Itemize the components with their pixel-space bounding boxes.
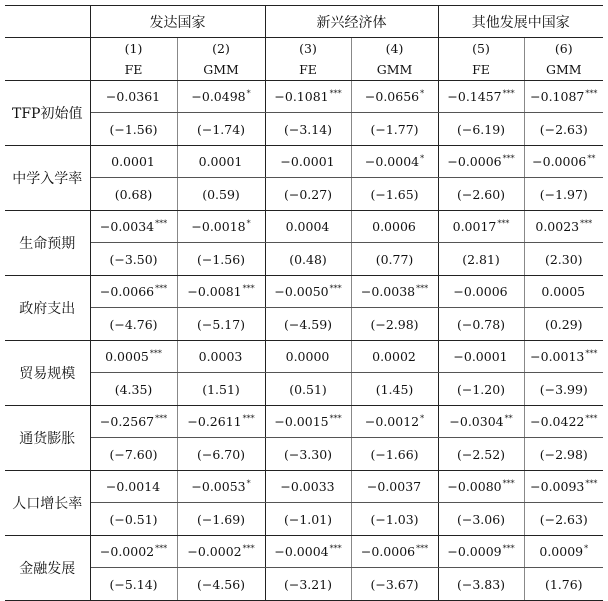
significance-stars: *** xyxy=(585,349,598,358)
coefficient-value: −0.0004 xyxy=(364,154,420,169)
significance-stars: * xyxy=(246,479,251,488)
coefficient-cell xyxy=(524,146,603,178)
t-statistic-cell: (−0.27) xyxy=(265,178,351,211)
corner-cell xyxy=(5,6,90,38)
model-type-row xyxy=(5,59,603,81)
t-statistic-row xyxy=(5,308,603,341)
coefficient-value: 0.0009 xyxy=(539,544,584,559)
coefficient-value: −0.0006 xyxy=(532,154,587,169)
model-number: (6) xyxy=(554,41,573,56)
t-statistic-cell: (−1.69) xyxy=(177,503,265,536)
significance-stars: * xyxy=(246,219,251,228)
coefficient-value: −0.0093 xyxy=(530,479,585,494)
variable-label: 贸易规模 xyxy=(5,341,90,406)
coefficient-value: −0.1081 xyxy=(274,89,329,104)
variable-label: 政府支出 xyxy=(5,276,90,341)
coefficient-cell xyxy=(90,341,177,373)
coefficient-value: −0.2611 xyxy=(187,414,242,429)
significance-stars: *** xyxy=(242,544,255,553)
t-statistic-cell: (1.76) xyxy=(524,568,603,601)
coefficient-value: 0.0005 xyxy=(105,349,149,364)
t-statistic-cell: (2.30) xyxy=(524,243,603,276)
t-statistic-cell: (0.59) xyxy=(177,178,265,211)
coefficient-cell xyxy=(351,276,438,308)
coefficient-value: −0.0009 xyxy=(447,544,502,559)
coefficient-value: −0.1457 xyxy=(447,89,502,104)
coefficient-cell xyxy=(524,536,603,568)
t-statistic-cell: (−3.67) xyxy=(351,568,438,601)
coefficient-cell xyxy=(177,341,265,373)
significance-stars: ** xyxy=(587,154,596,163)
t-statistic-cell: (−1.97) xyxy=(524,178,603,211)
table-body xyxy=(5,6,603,601)
t-statistic-cell: (−3.06) xyxy=(438,503,524,536)
t-statistic-cell: (−2.63) xyxy=(524,503,603,536)
t-statistic-cell: (−7.60) xyxy=(90,438,177,471)
coefficient-value: −0.0012 xyxy=(364,414,420,429)
coefficient-cell xyxy=(351,471,438,503)
coefficient-cell xyxy=(351,406,438,438)
coefficient-value: −0.0361 xyxy=(105,89,161,104)
t-statistic-cell: (0.51) xyxy=(265,373,351,406)
model-type: FE xyxy=(265,59,351,81)
t-statistic-cell: (−1.77) xyxy=(351,113,438,146)
variable-label: 通货膨胀 xyxy=(5,406,90,471)
coefficient-cell xyxy=(177,211,265,243)
coefficient-cell xyxy=(524,81,603,113)
t-statistic-cell: (0.29) xyxy=(524,308,603,341)
coefficient-cell xyxy=(438,406,524,438)
coefficient-cell xyxy=(438,276,524,308)
significance-stars: *** xyxy=(155,284,168,293)
t-statistic-cell: (0.68) xyxy=(90,178,177,211)
model-number: (1) xyxy=(90,38,177,60)
t-statistic-cell: (−3.14) xyxy=(265,113,351,146)
coefficient-cell xyxy=(438,471,524,503)
t-statistic-cell: (1.51) xyxy=(177,373,265,406)
significance-stars: *** xyxy=(155,544,168,553)
significance-stars: *** xyxy=(329,89,342,98)
t-statistic-cell: (−3.83) xyxy=(438,568,524,601)
t-statistic-cell: (−3.50) xyxy=(90,243,177,276)
model-number: (4) xyxy=(351,38,438,60)
coefficient-value: 0.0005 xyxy=(541,284,586,299)
coefficient-value: −0.1087 xyxy=(530,89,585,104)
coefficient-value: 0.0004 xyxy=(285,219,330,234)
coefficient-cell xyxy=(265,211,351,243)
coefficient-cell xyxy=(524,406,603,438)
t-statistic-cell: (0.48) xyxy=(265,243,351,276)
coefficient-cell xyxy=(524,211,603,243)
coefficient-row xyxy=(5,211,603,243)
t-statistic-row xyxy=(5,568,603,601)
variable-label: TFP初始值 xyxy=(5,81,90,146)
significance-stars: * xyxy=(420,414,425,423)
t-statistic-cell: (−3.21) xyxy=(265,568,351,601)
significance-stars: *** xyxy=(502,89,515,98)
group-header-other-developing: 其他发展中国家 xyxy=(438,6,603,38)
t-statistic-cell: (−1.65) xyxy=(351,178,438,211)
model-type: GMM xyxy=(524,59,603,81)
coefficient-cell xyxy=(438,146,524,178)
coefficient-cell xyxy=(265,341,351,373)
coefficient-cell xyxy=(177,146,265,178)
t-statistic-cell: (−4.76) xyxy=(90,308,177,341)
significance-stars: * xyxy=(246,89,251,98)
t-statistic-cell: (−0.51) xyxy=(90,503,177,536)
corner-cell xyxy=(5,59,90,81)
coefficient-value: −0.0656 xyxy=(364,89,420,104)
coefficient-value: 0.0017 xyxy=(452,219,497,234)
significance-stars: *** xyxy=(585,414,598,423)
significance-stars: *** xyxy=(497,219,510,228)
significance-stars: * xyxy=(420,89,425,98)
coefficient-cell xyxy=(351,146,438,178)
model-type: FE xyxy=(438,59,524,81)
t-statistic-cell: (−1.56) xyxy=(90,113,177,146)
coefficient-value: 0.0001 xyxy=(198,154,243,169)
significance-stars: *** xyxy=(242,284,255,293)
coefficient-value: 0.0003 xyxy=(198,349,243,364)
coefficient-cell xyxy=(90,81,177,113)
coefficient-value: 0.0002 xyxy=(372,349,416,364)
t-statistic-cell: (−1.03) xyxy=(351,503,438,536)
t-statistic-cell: (−2.52) xyxy=(438,438,524,471)
t-statistic-row xyxy=(5,373,603,406)
variable-label: 生命预期 xyxy=(5,211,90,276)
coefficient-value: −0.0001 xyxy=(453,349,508,364)
coefficient-cell xyxy=(177,276,265,308)
coefficient-value: 0.0000 xyxy=(285,349,330,364)
coefficient-value: −0.0081 xyxy=(187,284,242,299)
coefficient-cell xyxy=(351,536,438,568)
coefficient-cell xyxy=(265,276,351,308)
coefficient-value: −0.0066 xyxy=(99,284,155,299)
t-statistic-row xyxy=(5,243,603,276)
coefficient-cell xyxy=(438,211,524,243)
model-type: GMM xyxy=(351,59,438,81)
t-statistic-cell: (−2.98) xyxy=(524,438,603,471)
coefficient-value: −0.0038 xyxy=(360,284,416,299)
significance-stars: *** xyxy=(329,414,342,423)
variable-label: 人口增长率 xyxy=(5,471,90,536)
coefficient-cell xyxy=(524,276,603,308)
t-statistic-cell: (−1.74) xyxy=(177,113,265,146)
coefficient-value: −0.0080 xyxy=(447,479,502,494)
t-statistic-cell: (0.77) xyxy=(351,243,438,276)
significance-stars: *** xyxy=(329,284,342,293)
t-statistic-row xyxy=(5,113,603,146)
significance-stars: *** xyxy=(585,479,598,488)
t-statistic-cell: (−4.59) xyxy=(265,308,351,341)
coefficient-value: −0.0006 xyxy=(453,284,508,299)
coefficient-value: −0.0037 xyxy=(366,479,422,494)
coefficient-cell xyxy=(90,471,177,503)
t-statistic-cell: (−2.98) xyxy=(351,308,438,341)
model-number: (2) xyxy=(177,38,265,60)
significance-stars: * xyxy=(584,544,589,553)
coefficient-value: 0.0006 xyxy=(372,219,416,234)
coefficient-cell xyxy=(265,471,351,503)
coefficient-value: −0.0053 xyxy=(191,479,246,494)
coefficient-cell xyxy=(438,536,524,568)
coefficient-cell xyxy=(90,536,177,568)
significance-stars: *** xyxy=(416,284,429,293)
coefficient-cell xyxy=(177,406,265,438)
coefficient-value: −0.0304 xyxy=(449,414,504,429)
coefficient-cell xyxy=(177,536,265,568)
t-statistic-cell: (−5.14) xyxy=(90,568,177,601)
coefficient-row xyxy=(5,81,603,113)
coefficient-cell xyxy=(438,341,524,373)
significance-stars: *** xyxy=(502,479,515,488)
coefficient-cell xyxy=(265,146,351,178)
significance-stars: *** xyxy=(155,414,168,423)
significance-stars: * xyxy=(420,154,425,163)
t-statistic-cell: (−3.30) xyxy=(265,438,351,471)
coefficient-value: −0.0422 xyxy=(530,414,585,429)
coefficient-value: −0.0050 xyxy=(274,284,329,299)
coefficient-value: −0.0013 xyxy=(530,349,585,364)
model-number: (3) xyxy=(265,38,351,60)
coefficient-value: −0.0006 xyxy=(360,544,416,559)
t-statistic-cell: (−5.17) xyxy=(177,308,265,341)
coefficient-cell xyxy=(90,146,177,178)
significance-stars: *** xyxy=(502,154,515,163)
significance-stars: *** xyxy=(329,544,342,553)
group-header-developed: 发达国家 xyxy=(90,6,265,38)
coefficient-row xyxy=(5,536,603,568)
model-type: FE xyxy=(90,59,177,81)
regression-table-container xyxy=(5,5,603,601)
t-statistic-cell: (−6.70) xyxy=(177,438,265,471)
coefficient-cell xyxy=(265,81,351,113)
t-statistic-cell: (2.81) xyxy=(438,243,524,276)
t-statistic-cell: (1.45) xyxy=(351,373,438,406)
coefficient-row xyxy=(5,471,603,503)
t-statistic-cell: (−1.01) xyxy=(265,503,351,536)
coefficient-value: 0.0023 xyxy=(535,219,580,234)
model-type: GMM xyxy=(177,59,265,81)
coefficient-cell xyxy=(351,211,438,243)
t-statistic-cell: (4.35) xyxy=(90,373,177,406)
coefficient-cell xyxy=(438,81,524,113)
t-statistic-cell: (−2.60) xyxy=(438,178,524,211)
coefficient-value: −0.0006 xyxy=(447,154,502,169)
coefficient-cell xyxy=(90,211,177,243)
t-statistic-cell: (−2.63) xyxy=(524,113,603,146)
t-statistic-row xyxy=(5,178,603,211)
coefficient-cell xyxy=(90,406,177,438)
significance-stars: *** xyxy=(242,414,255,423)
coefficient-value: −0.0015 xyxy=(274,414,329,429)
coefficient-cell xyxy=(265,406,351,438)
t-statistic-cell: (−4.56) xyxy=(177,568,265,601)
t-statistic-cell: (−1.56) xyxy=(177,243,265,276)
variable-label: 中学入学率 xyxy=(5,146,90,211)
coefficient-row xyxy=(5,341,603,373)
coefficient-value: −0.0014 xyxy=(105,479,161,494)
coefficient-value: −0.0034 xyxy=(99,219,155,234)
significance-stars: *** xyxy=(149,349,162,358)
significance-stars: *** xyxy=(416,544,429,553)
coefficient-row xyxy=(5,146,603,178)
coefficient-cell xyxy=(351,341,438,373)
coefficient-cell xyxy=(351,81,438,113)
coefficient-value: −0.0002 xyxy=(187,544,242,559)
t-statistic-cell: (−1.20) xyxy=(438,373,524,406)
coefficient-row xyxy=(5,406,603,438)
coefficient-value: 0.0001 xyxy=(111,154,155,169)
group-header-row xyxy=(5,6,603,38)
coefficient-value: −0.0002 xyxy=(99,544,155,559)
t-statistic-cell: (−6.19) xyxy=(438,113,524,146)
group-header-emerging: 新兴经济体 xyxy=(265,6,438,38)
coefficient-value: −0.0498 xyxy=(191,89,246,104)
t-statistic-row xyxy=(5,438,603,471)
t-statistic-cell: (−0.78) xyxy=(438,308,524,341)
t-statistic-row xyxy=(5,503,603,536)
model-number: (5) xyxy=(438,38,524,60)
corner-cell xyxy=(5,38,90,60)
coefficient-value: −0.2567 xyxy=(99,414,155,429)
t-statistic-cell: (−3.99) xyxy=(524,373,603,406)
regression-table xyxy=(5,5,603,601)
variable-label: 金融发展 xyxy=(5,536,90,601)
significance-stars: *** xyxy=(155,219,168,228)
coefficient-value: −0.0018 xyxy=(191,219,246,234)
significance-stars: ** xyxy=(504,414,513,423)
coefficient-value: −0.0001 xyxy=(280,154,335,169)
coefficient-cell xyxy=(524,471,603,503)
model-number-row xyxy=(5,38,603,60)
coefficient-cell xyxy=(177,81,265,113)
coefficient-cell xyxy=(90,276,177,308)
coefficient-cell xyxy=(524,341,603,373)
coefficient-cell xyxy=(265,536,351,568)
coefficient-cell xyxy=(177,471,265,503)
coefficient-value: −0.0004 xyxy=(274,544,329,559)
coefficient-value: −0.0033 xyxy=(280,479,335,494)
significance-stars: *** xyxy=(502,544,515,553)
significance-stars: *** xyxy=(585,89,598,98)
t-statistic-cell: (−1.66) xyxy=(351,438,438,471)
significance-stars: *** xyxy=(580,219,593,228)
coefficient-row xyxy=(5,276,603,308)
